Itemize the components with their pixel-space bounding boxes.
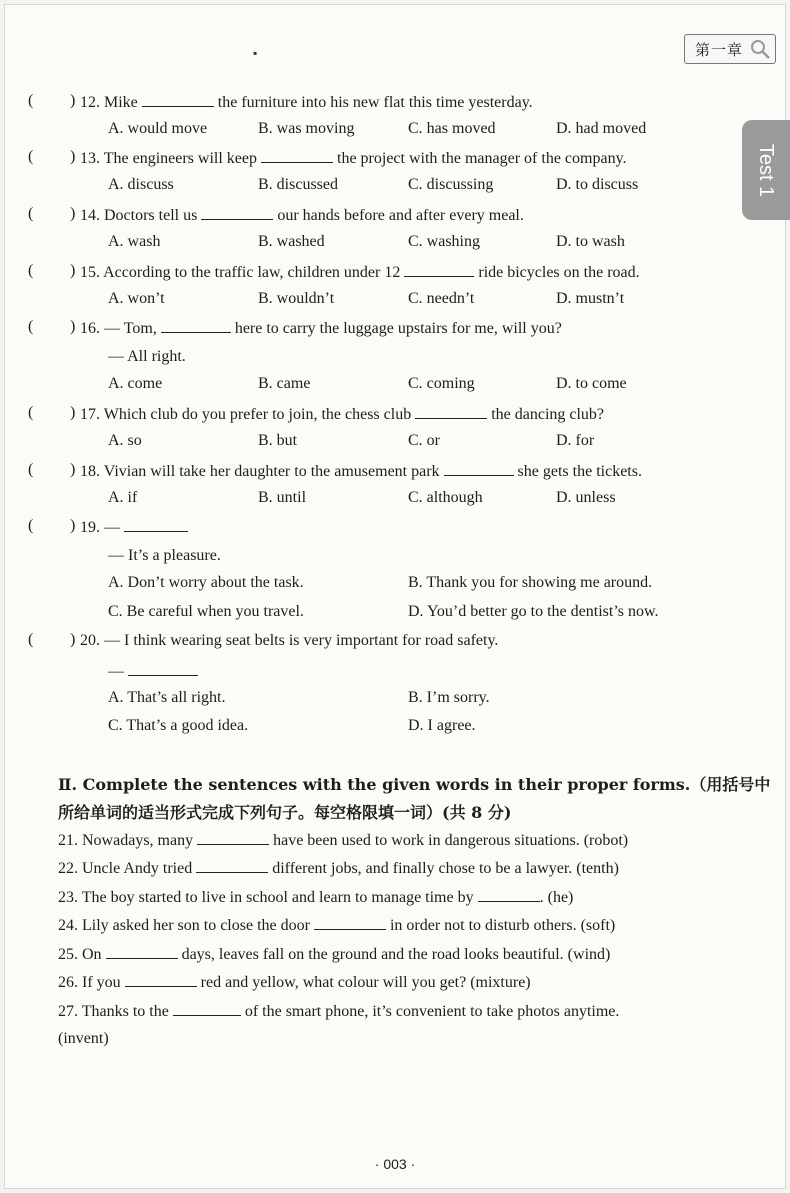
option-13-a[interactable]: A. discuss	[108, 176, 174, 193]
chapter-label: 第一章	[695, 40, 744, 59]
question-text: — I think wearing seat belts is very important for road safety.	[104, 632, 499, 649]
option-18-a[interactable]: A. if	[108, 489, 138, 506]
page-number: · 003 ·	[374, 1156, 416, 1172]
question-13	[80, 148, 627, 169]
answer-paren-open: (	[28, 631, 34, 648]
question-number: 20.	[80, 632, 100, 649]
option-14-a[interactable]: A. wash	[108, 233, 161, 250]
answer-paren-close: )	[70, 631, 76, 648]
answer-blank[interactable]	[201, 205, 273, 220]
option-15-c[interactable]: C. needn’t	[408, 290, 475, 307]
fill-question-text: 25. On	[58, 946, 102, 963]
option-12-c[interactable]: C. has moved	[408, 120, 496, 137]
option-12-b[interactable]: B. was moving	[258, 120, 355, 137]
question-19	[80, 517, 188, 538]
option-17-a[interactable]: A. so	[108, 432, 142, 449]
option-16-c[interactable]: C. coming	[408, 375, 475, 392]
option-16-b[interactable]: B. came	[258, 375, 311, 392]
option-18-c[interactable]: C. although	[408, 489, 483, 506]
option-19-b[interactable]: B. Thank you for showing me around.	[408, 574, 653, 591]
option-17-c[interactable]: C. or	[408, 432, 440, 449]
question-text-after: ride bicycles on the road.	[478, 264, 640, 281]
answer-paren-open: (	[28, 404, 34, 421]
option-19-d[interactable]: D. You’d better go to the dentist’s now.	[408, 603, 659, 620]
question-20	[80, 631, 498, 651]
option-14-d[interactable]: D. to wash	[556, 233, 625, 250]
answer-paren-open: (	[28, 205, 34, 222]
option-18-d[interactable]: D. unless	[556, 489, 616, 506]
option-20-c[interactable]: C. That’s a good idea.	[108, 717, 249, 734]
question-16	[80, 318, 562, 339]
question-19-reply	[108, 546, 221, 566]
answer-paren-close: )	[70, 318, 76, 335]
answer-paren-open: (	[28, 262, 34, 279]
answer-blank[interactable]	[142, 92, 214, 107]
fill-answer-blank[interactable]	[196, 858, 268, 873]
fill-question-21	[58, 830, 628, 851]
question-20-reply	[108, 661, 198, 682]
question-text: —	[104, 519, 120, 536]
fill-question-22	[58, 858, 619, 879]
question-14	[80, 205, 524, 226]
fill-answer-blank[interactable]	[478, 887, 540, 902]
magnifier-icon	[749, 38, 771, 60]
option-13-b[interactable]: B. discussed	[258, 176, 338, 193]
fill-question-27-cont: (invent)	[58, 1030, 109, 1047]
question-number: 14.	[80, 207, 100, 224]
answer-blank[interactable]	[124, 517, 188, 532]
option-20-d[interactable]: D. I agree.	[408, 717, 476, 734]
question-text-after: the project with the manager of the company.	[337, 150, 627, 167]
question-text-after: the furniture into his new flat this time yesterday.	[217, 94, 533, 111]
fill-question-hint: have been used to work in dangerous situations. (robot)	[273, 832, 629, 849]
answer-paren-close: )	[70, 148, 76, 165]
question-text-after: here to carry the luggage upstairs for me, will you?	[234, 320, 562, 337]
question-number: 15.	[80, 264, 100, 281]
section2-title-line1: Ⅱ. Complete the sentences with the given words in their proper forms.（用括号中	[58, 775, 771, 794]
option-12-d[interactable]: D. had moved	[556, 120, 647, 137]
question-text: Mike	[104, 94, 138, 111]
header-dot: ▪	[253, 46, 258, 60]
option-16-d[interactable]: D. to come	[556, 375, 627, 392]
answer-blank[interactable]	[128, 661, 198, 676]
question-text: Which club do you prefer to join, the chess club	[103, 406, 412, 423]
question-number: 12.	[80, 94, 100, 111]
fill-question-hint: in order not to disturb others. (soft)	[389, 917, 616, 934]
option-16-a[interactable]: A. come	[108, 375, 163, 392]
fill-question-23	[58, 887, 573, 908]
question-text-after: she gets the tickets.	[517, 463, 642, 480]
option-17-d[interactable]: D. for	[556, 432, 595, 449]
answer-paren-close: )	[70, 461, 76, 478]
answer-blank[interactable]	[161, 318, 231, 333]
fill-answer-blank[interactable]	[197, 830, 269, 845]
answer-paren-open: (	[28, 461, 34, 478]
option-20-a[interactable]: A. That’s all right.	[108, 689, 226, 706]
fill-question-text: 23. The boy started to live in school and learn to manage time by	[58, 889, 474, 906]
fill-question-text: 24. Lily asked her son to close the door	[58, 917, 310, 934]
fill-question-hint: red and yellow, what colour will you get? (mixture)	[200, 974, 531, 991]
reply-text: —	[108, 663, 124, 680]
fill-question-hint: . (he)	[539, 889, 574, 906]
question-text-after: our hands before and after every meal.	[277, 207, 524, 224]
option-18-b[interactable]: B. until	[258, 489, 307, 506]
option-20-b[interactable]: B. I’m sorry.	[408, 689, 490, 706]
question-number: 16.	[80, 320, 100, 337]
question-text: Doctors tell us	[104, 207, 198, 224]
option-19-c[interactable]: C. Be careful when you travel.	[108, 603, 304, 620]
fill-question-hint: days, leaves fall on the ground and the road looks beautiful. (wind)	[181, 946, 611, 963]
option-17-b[interactable]: B. but	[258, 432, 298, 449]
option-12-a[interactable]: A. would move	[108, 120, 208, 137]
fill-question-hint: of the smart phone, it’s convenient to take photos anytime.	[244, 1003, 620, 1020]
option-15-d[interactable]: D. mustn’t	[556, 290, 625, 307]
question-17	[80, 404, 604, 425]
answer-paren-open: (	[28, 517, 34, 534]
fill-question-24	[58, 915, 615, 936]
option-13-d[interactable]: D. to discuss	[556, 176, 639, 193]
question-12	[80, 92, 533, 113]
answer-paren-close: )	[70, 262, 76, 279]
fill-answer-blank[interactable]	[125, 972, 197, 987]
question-number: 17.	[80, 406, 100, 423]
option-14-b[interactable]: B. washed	[258, 233, 325, 250]
question-18	[80, 461, 642, 482]
fill-question-text: 27. Thanks to the	[58, 1003, 169, 1020]
reply-text: — It’s a pleasure.	[108, 547, 221, 564]
reply-text: — All right.	[108, 348, 186, 365]
answer-paren-open: (	[28, 318, 34, 335]
answer-blank[interactable]	[415, 404, 487, 419]
question-number: 18.	[80, 463, 100, 480]
fill-answer-blank[interactable]	[314, 915, 386, 930]
option-19-a[interactable]: A. Don’t worry about the task.	[108, 574, 304, 591]
answer-paren-open: (	[28, 92, 34, 109]
answer-blank[interactable]	[404, 262, 474, 277]
question-text: — Tom,	[104, 320, 157, 337]
question-text-after: the dancing club?	[491, 406, 605, 423]
answer-blank[interactable]	[261, 148, 333, 163]
fill-question-26	[58, 972, 531, 993]
answer-paren-open: (	[28, 148, 34, 165]
test-side-tab	[742, 120, 790, 220]
fill-question-text: 26. If you	[58, 974, 121, 991]
question-16-reply	[108, 347, 186, 367]
answer-paren-close: )	[70, 404, 76, 421]
option-13-c[interactable]: C. discussing	[408, 176, 494, 193]
option-15-b[interactable]: B. wouldn’t	[258, 290, 335, 307]
question-number: 19.	[80, 519, 100, 536]
question-number: 13.	[80, 150, 100, 167]
question-text: Vivian will take her daughter to the amusement park	[103, 463, 440, 480]
question-text: The engineers will keep	[103, 150, 257, 167]
fill-question-text: 22. Uncle Andy tried	[58, 860, 193, 877]
section2-title-line2: 所给单词的适当形式完成下列句子。每空格限填一词）(共 8 分)	[58, 803, 512, 822]
option-15-a[interactable]: A. won’t	[108, 290, 165, 307]
fill-question-text: 21. Nowadays, many	[58, 832, 194, 849]
fill-answer-blank[interactable]	[173, 1001, 241, 1016]
chapter-header	[684, 34, 776, 64]
question-15	[80, 262, 640, 283]
answer-blank[interactable]	[444, 461, 514, 476]
answer-paren-close: )	[70, 517, 76, 534]
fill-question-25	[58, 944, 610, 965]
question-text: According to the traffic law, children under 12	[103, 264, 401, 281]
fill-question-27	[58, 1001, 619, 1022]
fill-question-hint: different jobs, and finally chose to be a lawyer. (tenth)	[272, 860, 619, 877]
fill-answer-blank[interactable]	[106, 944, 178, 959]
answer-paren-close: )	[70, 92, 76, 109]
answer-paren-close: )	[70, 205, 76, 222]
side-tab-label: Test 1	[755, 143, 778, 197]
option-14-c[interactable]: C. washing	[408, 233, 480, 250]
